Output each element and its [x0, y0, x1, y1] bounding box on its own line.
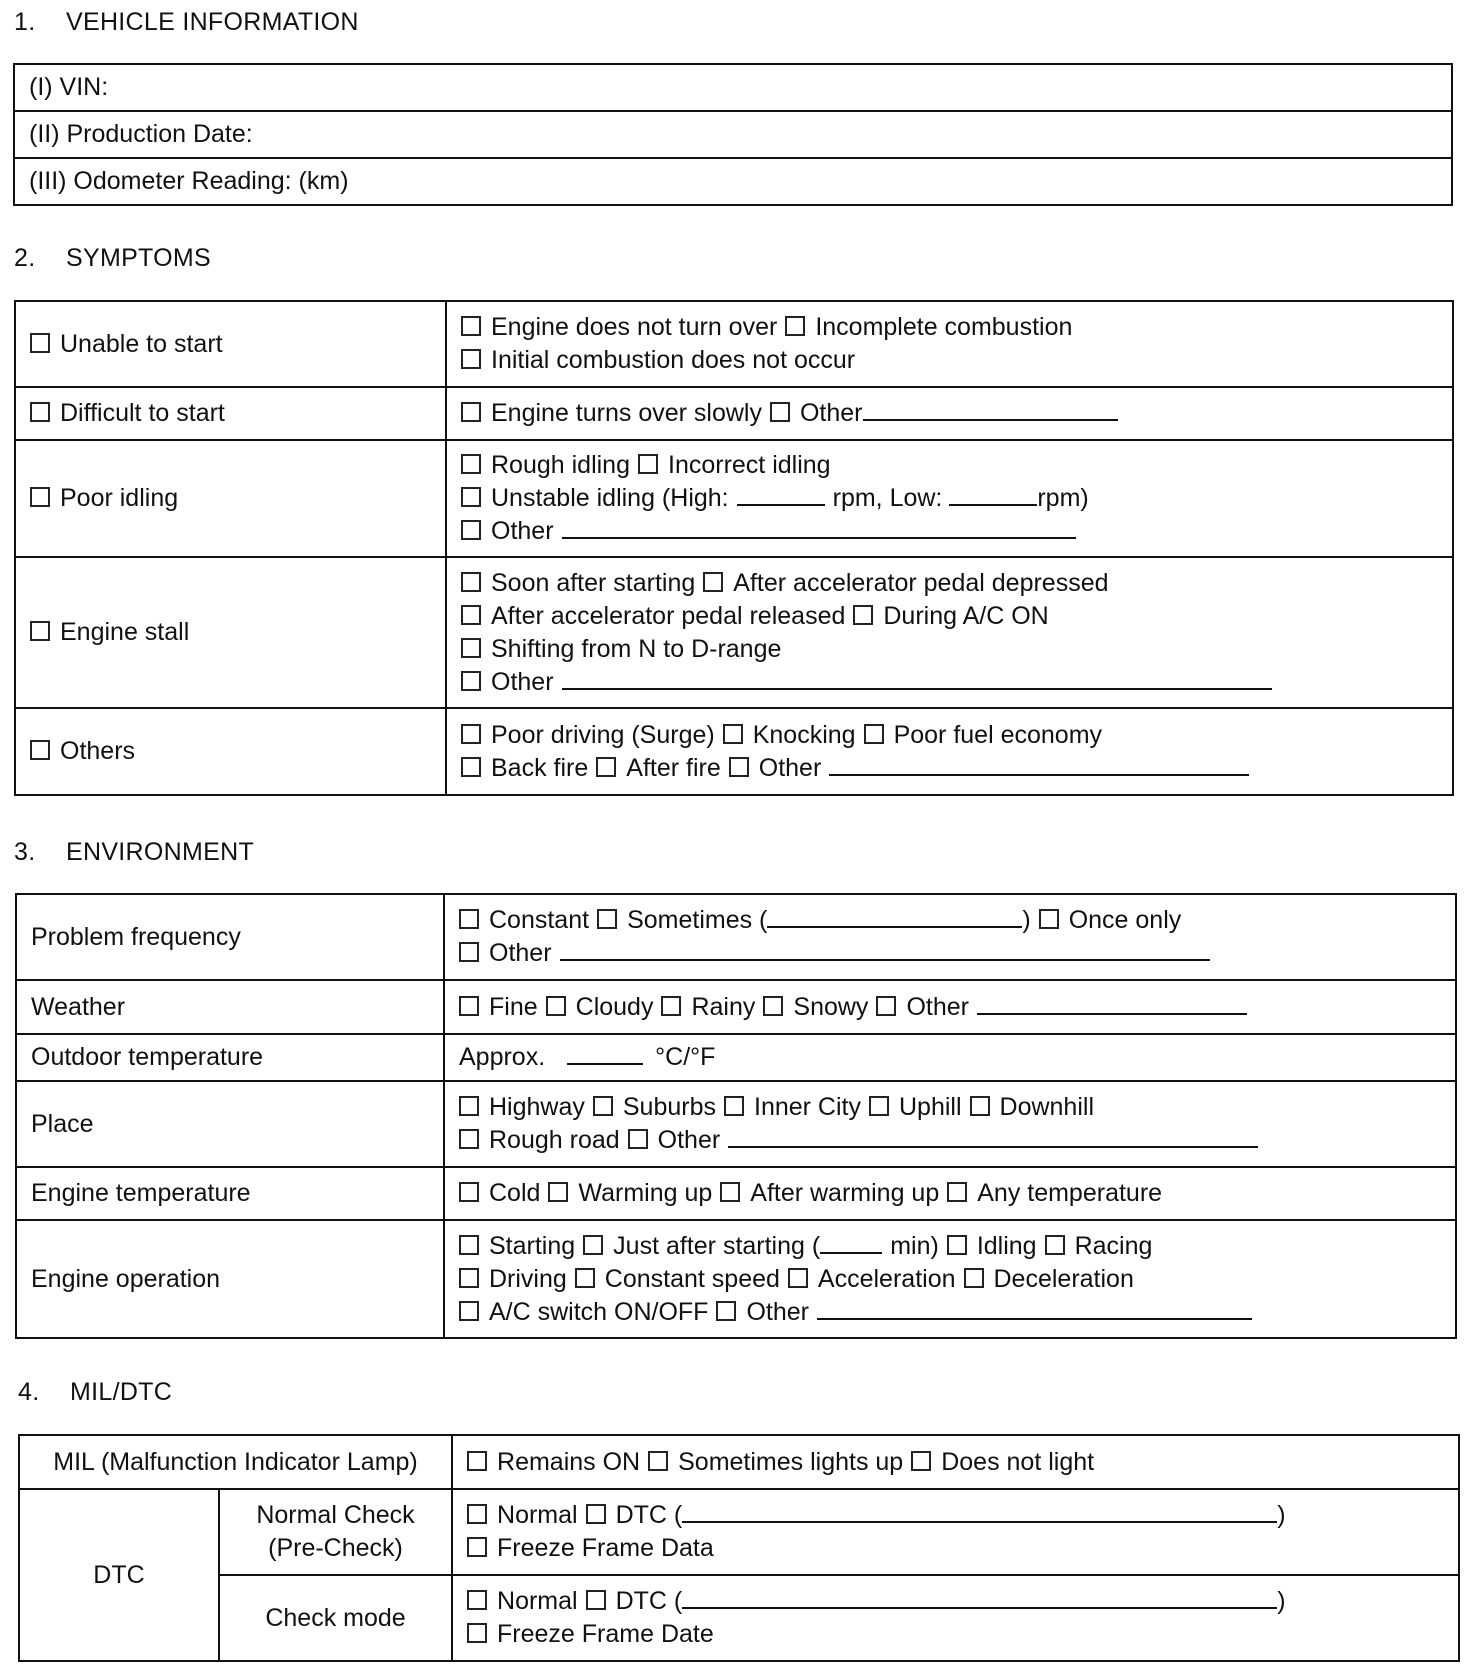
checkbox-normal[interactable]: Normal — [467, 1585, 578, 1618]
symptoms-table — [14, 300, 1454, 796]
checkbox-poor-idling[interactable]: Poor idling — [30, 482, 178, 515]
checkbox-ac-switch[interactable]: A/C switch ON/OFF — [459, 1296, 708, 1329]
checkbox-snowy[interactable]: Snowy — [763, 991, 868, 1024]
checkbox-fine[interactable]: Fine — [459, 991, 538, 1024]
checkbox-icon — [947, 1235, 967, 1255]
environment-table — [15, 893, 1457, 1339]
checkbox-idling[interactable]: Idling — [947, 1230, 1037, 1263]
other-blank-line[interactable] — [863, 397, 1118, 421]
checkbox-icon — [459, 1129, 479, 1149]
checkbox-icon — [788, 1268, 808, 1288]
checkbox-icon — [461, 316, 481, 336]
checkbox-icon — [459, 909, 479, 929]
checkbox-icon — [548, 1182, 568, 1202]
checkbox-icon — [546, 996, 566, 1016]
checkbox-icon — [729, 757, 749, 777]
section-heading: SYMPTOMS — [66, 244, 212, 272]
checkbox-others[interactable]: Others — [30, 735, 135, 768]
row-label: Problem frequency — [16, 894, 444, 980]
checkbox-icon — [720, 1182, 740, 1202]
section-4-title — [18, 1378, 172, 1407]
row-label: Engine operation — [16, 1220, 444, 1338]
checkbox-freeze-frame-date[interactable]: Freeze Frame Date — [467, 1618, 714, 1651]
env-row-place — [16, 1081, 1456, 1167]
checkbox-dtc[interactable]: DTC ( — [586, 1585, 683, 1618]
section-number: 1. — [14, 8, 36, 36]
section-heading: MIL/DTC — [70, 1378, 173, 1406]
checkbox-icon — [467, 1537, 487, 1557]
checkbox-icon — [461, 349, 481, 369]
checkbox-shifting[interactable]: Shifting from N to D-range — [461, 633, 781, 666]
checkbox-icon — [459, 1182, 479, 1202]
checkbox-suburbs[interactable]: Suburbs — [593, 1091, 716, 1124]
checkbox-icon — [586, 1590, 606, 1610]
checkbox-icon — [703, 572, 723, 592]
checkbox-icon — [30, 333, 50, 353]
checkbox-dtc[interactable]: DTC ( — [586, 1499, 683, 1532]
checkbox-icon — [30, 621, 50, 641]
checkbox-icon — [770, 402, 790, 422]
checkbox-icon — [461, 572, 481, 592]
checkbox-soon-after-starting[interactable]: Soon after starting — [461, 567, 695, 600]
checkbox-icon — [575, 1268, 595, 1288]
dtc-code-blank[interactable] — [682, 1499, 1277, 1523]
checkbox-other[interactable]: Other — [459, 937, 552, 970]
checkbox-icon — [30, 402, 50, 422]
checkbox-uphill[interactable]: Uphill — [869, 1091, 962, 1124]
env-row-frequency: Problem frequency Constant Sometimes ( ) Once only Other — [16, 894, 1456, 980]
low-rpm-blank[interactable] — [949, 482, 1037, 506]
checkbox-icon — [763, 996, 783, 1016]
mil-label: MIL (Malfunction Indicator Lamp) — [19, 1435, 452, 1489]
normal-check-label: Normal Check — [256, 1501, 415, 1529]
checkbox-icon — [970, 1096, 990, 1116]
checkbox-icon — [583, 1235, 603, 1255]
checkbox-poor-fuel-economy[interactable]: Poor fuel economy — [864, 719, 1102, 752]
checkbox-does-not-light[interactable]: Does not light — [911, 1446, 1094, 1479]
checkbox-icon — [1039, 909, 1059, 929]
checkbox-icon — [459, 1268, 479, 1288]
dtc-normal-check-row: DTC Normal Check (Pre-Check) Normal DTC ( ) Freeze Frame Data — [19, 1489, 1459, 1575]
section-1-title — [14, 8, 359, 37]
checkbox-icon — [638, 454, 658, 474]
other-blank-line[interactable] — [977, 991, 1247, 1015]
checkbox-racing[interactable]: Racing — [1045, 1230, 1153, 1263]
checkbox-icon — [467, 1504, 487, 1524]
temperature-blank[interactable] — [567, 1041, 643, 1065]
checkbox-difficult-to-start[interactable]: Difficult to start — [30, 397, 225, 430]
checkbox-engine-stall[interactable]: Engine stall — [30, 616, 189, 649]
checkbox-after-pedal-depressed[interactable]: After accelerator pedal depressed — [703, 567, 1108, 600]
checkbox-icon — [596, 757, 616, 777]
checkbox-constant-speed[interactable]: Constant speed — [575, 1263, 780, 1296]
checkbox-other[interactable]: Other — [716, 1296, 809, 1329]
checkbox-icon — [461, 757, 481, 777]
checkbox-icon — [876, 996, 896, 1016]
checkbox-icon — [785, 316, 805, 336]
checkbox-unable-to-start[interactable]: Unable to start — [30, 328, 223, 361]
checkbox-icon — [461, 638, 481, 658]
env-row-outdoor-temperature: Outdoor temperature Approx. °C/°F — [16, 1034, 1456, 1081]
mil-row — [19, 1435, 1459, 1489]
section-heading: ENVIRONMENT — [66, 838, 255, 866]
other-blank-line[interactable] — [728, 1124, 1258, 1148]
checkbox-back-fire[interactable]: Back fire — [461, 752, 588, 785]
checkbox-inner-city[interactable]: Inner City — [724, 1091, 861, 1124]
vehicle-info-table — [13, 63, 1453, 206]
checkbox-poor-driving[interactable]: Poor driving (Surge) — [461, 719, 715, 752]
checkbox-rough-road[interactable]: Rough road — [459, 1124, 620, 1157]
symptom-row-difficult-to-start — [15, 387, 1453, 440]
checkbox-cold[interactable]: Cold — [459, 1177, 540, 1210]
checkbox-other[interactable]: Other — [876, 991, 969, 1024]
checkbox-cloudy[interactable]: Cloudy — [546, 991, 654, 1024]
checkbox-icon — [461, 520, 481, 540]
checkbox-highway[interactable]: Highway — [459, 1091, 585, 1124]
checkbox-icon — [459, 1235, 479, 1255]
checkbox-constant[interactable]: Constant — [459, 904, 589, 937]
checkbox-icon — [593, 1096, 613, 1116]
checkbox-icon — [461, 605, 481, 625]
checkbox-icon — [723, 724, 743, 744]
checkbox-incorrect-idling[interactable]: Incorrect idling — [638, 449, 831, 482]
checkbox-acceleration[interactable]: Acceleration — [788, 1263, 956, 1296]
checkbox-icon — [459, 1096, 479, 1116]
section-number: 4. — [18, 1378, 40, 1406]
section-3-title — [14, 838, 254, 867]
checkbox-warming-up[interactable]: Warming up — [548, 1177, 712, 1210]
checkbox-icon — [947, 1182, 967, 1202]
checkbox-deceleration[interactable]: Deceleration — [964, 1263, 1134, 1296]
checkbox-icon — [459, 996, 479, 1016]
checkbox-other[interactable]: Other — [729, 752, 822, 785]
env-row-engine-temperature — [16, 1167, 1456, 1220]
checkbox-icon — [628, 1129, 648, 1149]
checkbox-downhill[interactable]: Downhill — [970, 1091, 1094, 1124]
other-blank-line[interactable] — [562, 666, 1272, 690]
checkbox-icon — [1045, 1235, 1065, 1255]
checkbox-icon — [461, 487, 481, 507]
checkbox-icon — [724, 1096, 744, 1116]
checkbox-icon — [597, 909, 617, 929]
checkbox-icon — [869, 1096, 889, 1116]
checkbox-icon — [911, 1451, 931, 1471]
checkbox-engine-does-not-turn-over[interactable]: Engine does not turn over — [461, 311, 777, 344]
dtc-check-mode-row: Check mode Normal DTC ( ) Freeze Frame Date — [19, 1575, 1459, 1661]
symptom-row-poor-idling: Poor idling Rough idling Incorrect idling Unstable idling (High: rpm, Low: rpm) Other — [15, 440, 1453, 557]
checkbox-other[interactable]: Other — [770, 397, 863, 430]
checkbox-icon — [30, 740, 50, 760]
mil-dtc-table — [18, 1434, 1460, 1662]
section-number: 3. — [14, 838, 36, 866]
checkbox-icon — [716, 1301, 736, 1321]
checkbox-icon — [461, 671, 481, 691]
checkbox-initial-combustion[interactable]: Initial combustion does not occur — [461, 344, 855, 377]
env-row-weather — [16, 980, 1456, 1034]
checkbox-icon — [461, 724, 481, 744]
checkbox-incomplete-combustion[interactable]: Incomplete combustion — [785, 311, 1072, 344]
checkbox-any-temperature[interactable]: Any temperature — [947, 1177, 1162, 1210]
checkbox-after-fire[interactable]: After fire — [596, 752, 720, 785]
checkbox-icon — [648, 1451, 668, 1471]
minutes-blank[interactable] — [820, 1230, 882, 1254]
checkbox-freeze-frame-data[interactable]: Freeze Frame Data — [467, 1532, 714, 1565]
symptom-row-engine-stall — [15, 557, 1453, 708]
checkbox-icon — [586, 1504, 606, 1524]
checkbox-icon — [461, 402, 481, 422]
dtc-label: DTC — [19, 1489, 219, 1661]
checkbox-rainy[interactable]: Rainy — [661, 991, 755, 1024]
checkbox-remains-on[interactable]: Remains ON — [467, 1446, 640, 1479]
checkbox-icon — [30, 487, 50, 507]
vin-field[interactable]: (I) VIN: — [14, 64, 1452, 111]
checkbox-other[interactable]: Other — [461, 515, 554, 548]
checkbox-icon — [459, 1301, 479, 1321]
checkbox-sometimes[interactable]: Sometimes ( — [597, 904, 767, 937]
row-label: Place — [16, 1081, 444, 1167]
checkbox-unstable-idling[interactable]: Unstable idling (High: — [461, 482, 729, 515]
odometer-field[interactable]: (III) Odometer Reading: (km) — [14, 158, 1452, 205]
row-label: Weather — [16, 980, 444, 1034]
checkbox-driving[interactable]: Driving — [459, 1263, 567, 1296]
row-label: Engine temperature — [16, 1167, 444, 1220]
checkbox-after-warming-up[interactable]: After warming up — [720, 1177, 939, 1210]
other-blank-line[interactable] — [560, 937, 1210, 961]
checkbox-other[interactable]: Other — [628, 1124, 721, 1157]
checkbox-icon — [964, 1268, 984, 1288]
section-heading: VEHICLE INFORMATION — [66, 8, 359, 36]
checkbox-turns-over-slowly[interactable]: Engine turns over slowly — [461, 397, 762, 430]
checkbox-icon — [461, 454, 481, 474]
checkbox-just-after-starting[interactable]: Just after starting ( — [583, 1230, 820, 1263]
checkbox-knocking[interactable]: Knocking — [723, 719, 856, 752]
other-blank-line[interactable] — [829, 752, 1249, 776]
checkbox-normal[interactable]: Normal — [467, 1499, 578, 1532]
other-blank-line[interactable] — [562, 515, 1076, 539]
checkbox-icon — [467, 1451, 487, 1471]
symptom-row-others — [15, 708, 1453, 795]
checkbox-during-ac-on[interactable]: During A/C ON — [853, 600, 1048, 633]
checkbox-icon — [467, 1623, 487, 1643]
checkbox-once-only[interactable]: Once only — [1039, 904, 1182, 937]
env-row-engine-operation: Engine operation Starting Just after starting ( min) Idling Racing Driving Constant speed Acceleration Deceleration A/C switch ON/OFF Other — [16, 1220, 1456, 1338]
section-number: 2. — [14, 244, 36, 272]
checkbox-icon — [459, 942, 479, 962]
checkbox-icon — [853, 605, 873, 625]
checkbox-icon — [467, 1590, 487, 1610]
sometimes-blank[interactable] — [767, 904, 1022, 928]
checkbox-icon — [864, 724, 884, 744]
pre-check-label: (Pre-Check) — [268, 1534, 403, 1562]
other-blank-line[interactable] — [817, 1296, 1252, 1320]
checkbox-other[interactable]: Other — [461, 666, 554, 699]
high-rpm-blank[interactable] — [737, 482, 825, 506]
row-label: Outdoor temperature — [16, 1034, 444, 1081]
checkbox-sometimes-lights-up[interactable]: Sometimes lights up — [648, 1446, 903, 1479]
section-2-title — [14, 244, 211, 273]
check-mode-label: Check mode — [219, 1575, 452, 1661]
checkbox-starting[interactable]: Starting — [459, 1230, 575, 1263]
production-date-field[interactable]: (II) Production Date: — [14, 111, 1452, 158]
checkbox-after-pedal-released[interactable]: After accelerator pedal released — [461, 600, 845, 633]
dtc-code-blank[interactable] — [682, 1585, 1277, 1609]
checkbox-rough-idling[interactable]: Rough idling — [461, 449, 630, 482]
symptom-row-unable-to-start — [15, 301, 1453, 387]
checkbox-icon — [661, 996, 681, 1016]
